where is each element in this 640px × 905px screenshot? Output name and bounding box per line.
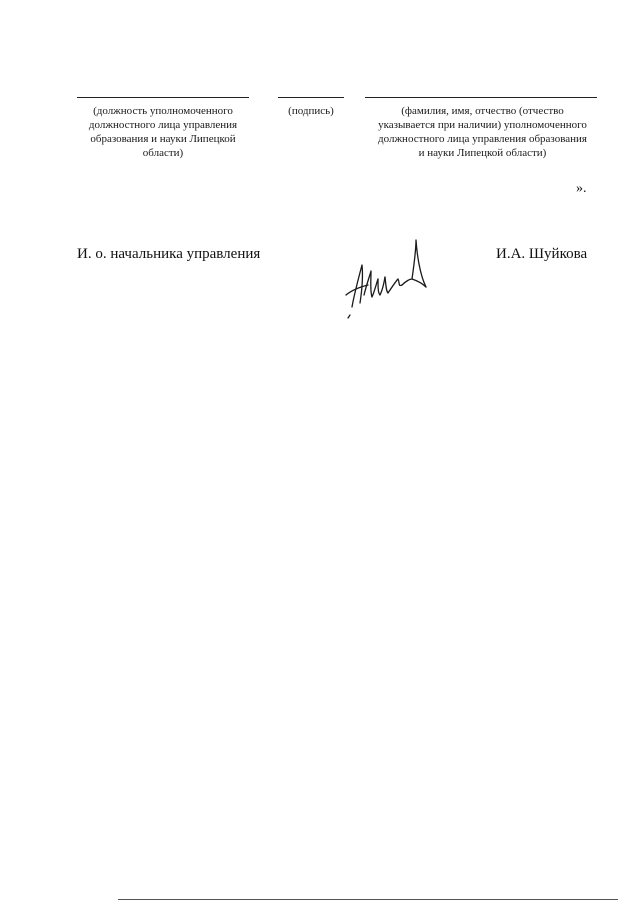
signature-field-line	[278, 97, 344, 98]
name-field-line	[365, 97, 597, 98]
footer-line	[118, 899, 618, 900]
position-caption: (должность уполномоченного должностного лица управления образования и науки Липецкой области)	[88, 105, 238, 159]
handwritten-signature	[340, 235, 440, 320]
signatory-title: И. о. начальника управления	[77, 246, 261, 262]
closing-quote: ».	[576, 181, 587, 196]
signature-caption: (подпись)	[288, 105, 334, 117]
signatory-name: И.А. Шуйкова	[496, 246, 588, 262]
position-field-line	[77, 97, 249, 98]
name-caption: (фамилия, имя, отчество (отчество указывается при наличии) уполномоченного должностного лица управления образования и науки Липецкой области)	[378, 105, 587, 159]
